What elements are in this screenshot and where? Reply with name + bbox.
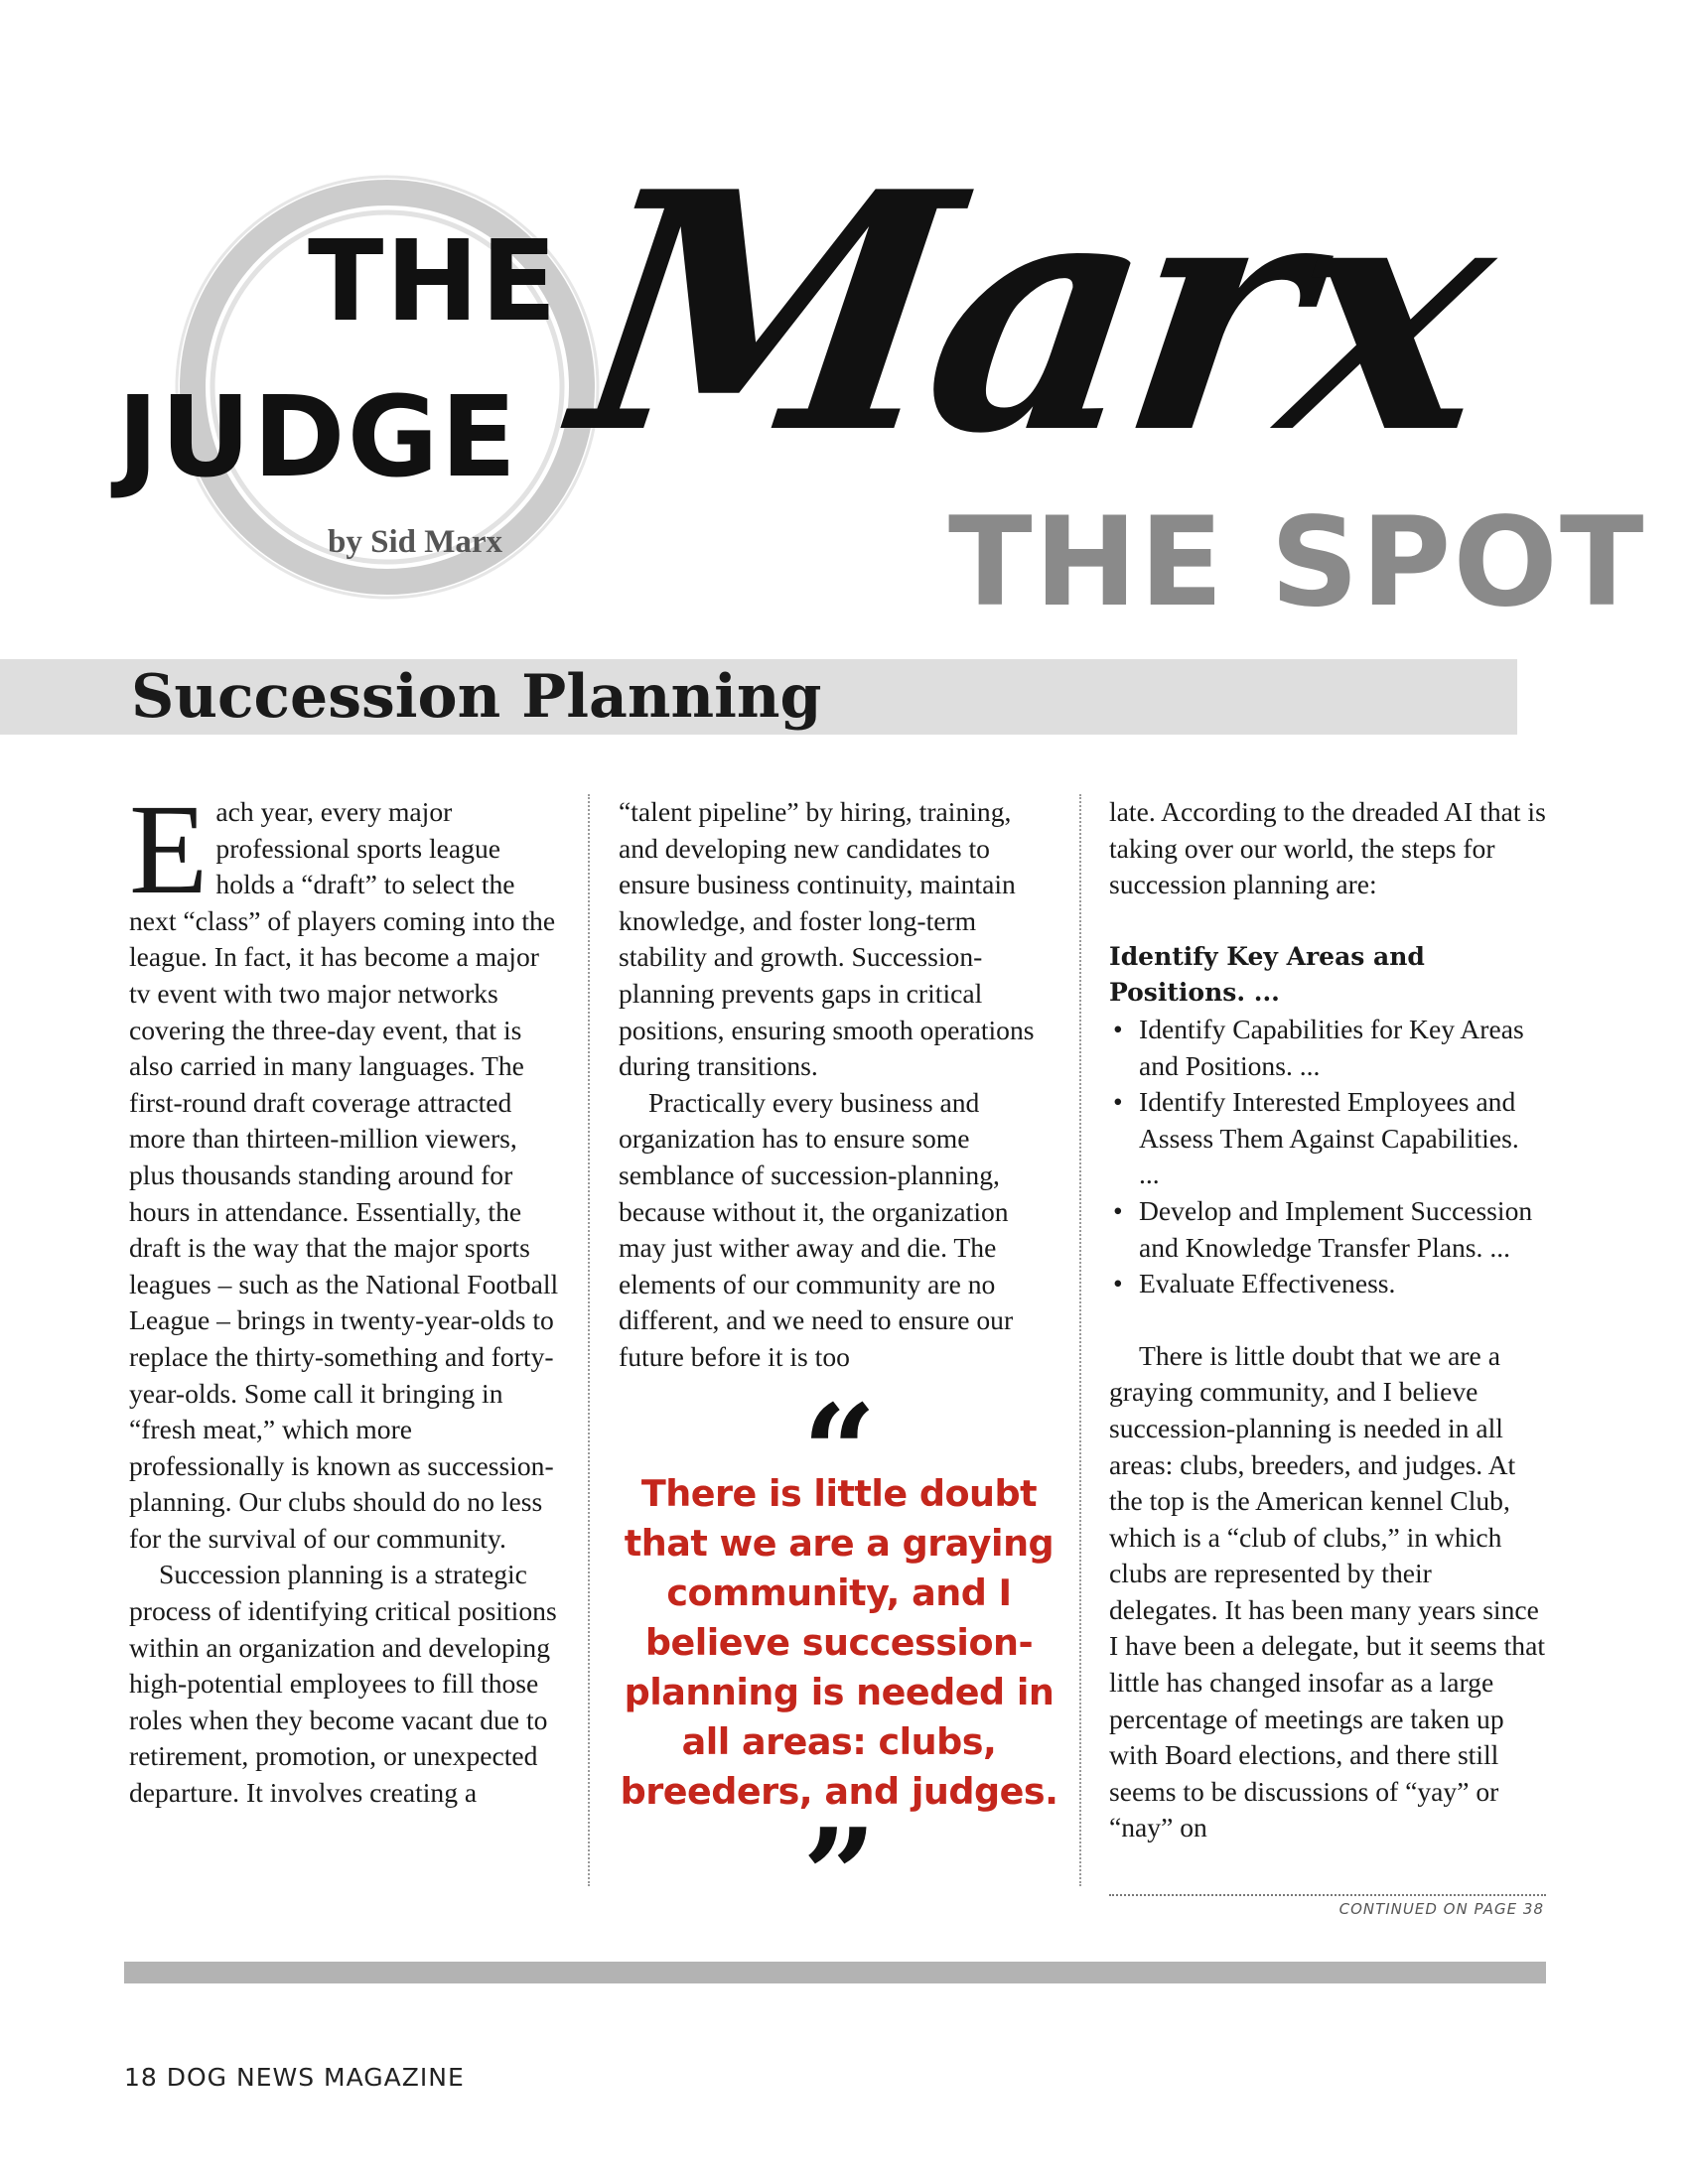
paragraph-4: Practically every business and organization has to ensure some semblance of succession-planning, because without it, the organization may just wither away and die. The elements of our community are no different, and we need to ensure our future before it is too [619, 1086, 1014, 1372]
paragraph-1 [129, 778, 561, 1557]
continued-rule [1109, 1894, 1546, 1896]
spacer [1109, 903, 1546, 939]
masthead-judge: JUDGE [117, 373, 519, 502]
list-item: • Develop and Implement Succession and Knowledge Transfer Plans. ... [1109, 1193, 1546, 1266]
footer-bar [124, 1962, 1546, 1983]
column-2 [619, 794, 1055, 1376]
steps-subhead: Identify Key Areas and Positions. ... [1109, 941, 1425, 1008]
masthead-the: THE [308, 217, 559, 346]
masthead-the-spot: THE SPOT [948, 491, 1646, 634]
article-title: Succession Planning [131, 662, 822, 732]
paragraph-1-text: ach year, every major professional sports league holds a “draft” to select the next “class” of players coming into the league. In fact, it has become a major tv event with two major networks covering the three-day event, that is also carried in many languages. The first-round draft coverage attracted more than thirteen-million viewers, plus thousands standing around for hours in attendance. Essentially, the draft is the way that the major sports leagues – such as the National Football League – brings in twenty-year-olds to replace the thirty-something and forty-year-olds. Some call it bringing in “fresh meat,” which more professionally is known as succession-planning. Our clubs should do no less for the survival of our community. [129, 796, 559, 1554]
paragraph-6: There is little doubt that we are a graying community, and I believe succession-planning is needed in all areas: clubs, breeders, and judges. At the top is the American kennel Club, which is a “club of clubs,” in which clubs are represented by their delegates. It has been many years since I have been a delegate, but it seems that little has changed insofar as a large percentage of meetings are taken up with Board elections, and there still seems to be discussions of “yay” or “nay” on [1109, 1339, 1546, 1843]
close-quote-icon: ” [802, 1800, 877, 1952]
masthead-marx-logo: Marx [558, 120, 1500, 505]
title-band [0, 659, 1517, 735]
spacer [1109, 1302, 1546, 1338]
column-3 [1109, 794, 1546, 1846]
paragraph-3: “talent pipeline” by hiring, training, and developing new candidates to ensure business continuity, maintain knowledge, and foster long-term stability and growth. Succession-planning prevents gaps in critical positions, ensuring smooth operations during transitions. [619, 796, 1035, 1082]
paragraph-2: Succession planning is a strategic process of identifying critical positions within an organization and developing high-potential employees to fill those roles when they become vacant due to retirement, promotion, or unexpected departure. It involves creating a [129, 1559, 557, 1809]
drop-cap: E [129, 778, 209, 921]
list-item: • Evaluate Effectiveness. [1109, 1266, 1546, 1302]
pull-quote: There is little doubt that we are a graying community, and I believe succession-planning is needed in all areas: clubs, breeders, and judges. [620, 1472, 1058, 1813]
column-divider-2 [1079, 794, 1081, 1886]
page-footer: 18 DOG NEWS MAGAZINE [124, 2063, 465, 2092]
steps-list [1109, 1012, 1546, 1302]
column-divider-1 [588, 794, 590, 1886]
list-item: • Identify Interested Employees and Assess Them Against Capabilities. ... [1109, 1084, 1546, 1193]
byline: by Sid Marx [328, 524, 503, 560]
paragraph-5: late. According to the dreaded AI that is taking over our world, the steps for succession planning are: [1109, 796, 1546, 900]
continued-notice: CONTINUED ON PAGE 38 [1338, 1900, 1544, 1918]
list-item: • Identify Capabilities for Key Areas and Positions. ... [1109, 1012, 1546, 1084]
column-1 [129, 778, 561, 1812]
open-quote-icon: “ [802, 1376, 877, 1528]
masthead [0, 0, 1688, 645]
